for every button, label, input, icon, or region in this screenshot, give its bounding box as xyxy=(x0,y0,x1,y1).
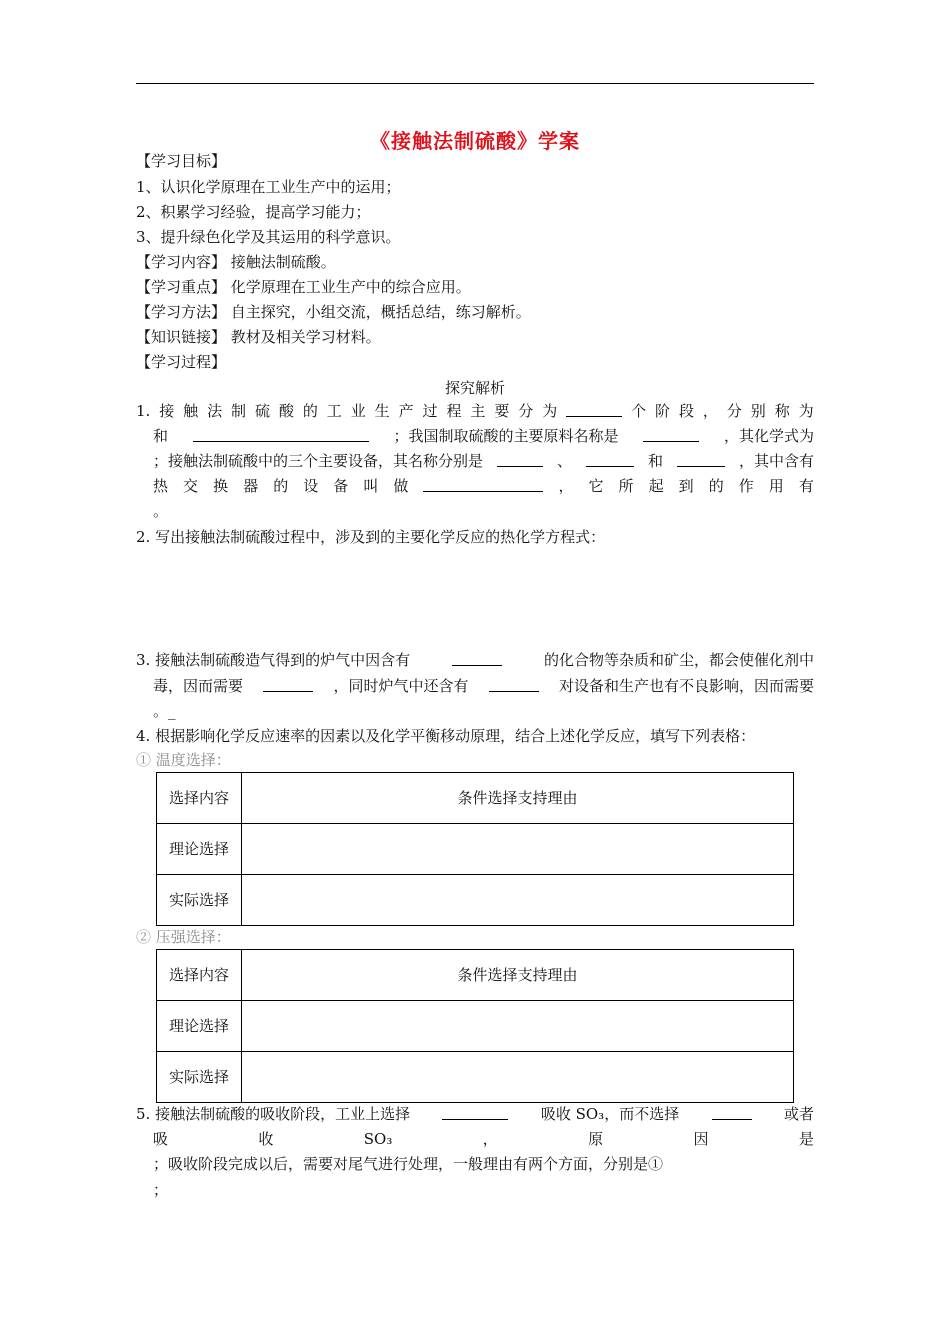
q5-line2 xyxy=(153,1130,814,1148)
meta-method xyxy=(136,303,531,321)
q5-char: SO₃ xyxy=(363,1130,393,1148)
q1-char: 过 xyxy=(422,402,438,420)
answer-blank[interactable] xyxy=(677,452,725,467)
q5-line4: ； xyxy=(153,1181,169,1199)
meta-focus xyxy=(136,278,471,296)
answer-blank[interactable] xyxy=(497,452,543,467)
table-header-cell: 选择内容 xyxy=(157,950,242,1001)
section-heading: 探究解析 xyxy=(444,379,505,397)
q3-text: 毒，因而需要 xyxy=(153,677,244,695)
answer-blank[interactable] xyxy=(263,677,313,692)
q1-char: 接 xyxy=(159,402,175,420)
q1-char: 产 xyxy=(398,402,414,420)
q1-char: 个 xyxy=(631,402,647,420)
q5-char: 因 xyxy=(693,1130,709,1148)
q1-text: 、 xyxy=(556,452,572,470)
q1-char: 程 xyxy=(446,402,462,420)
answer-blank[interactable] xyxy=(452,651,502,666)
row-label: 理论选择 xyxy=(157,824,242,875)
q4-text: 4. 根据影响化学反应速率的因素以及化学平衡移动原理，结合上述化学反应，填写下列表格： xyxy=(136,727,756,745)
q1-char: 交 xyxy=(183,477,199,495)
answer-blank[interactable] xyxy=(442,1105,508,1120)
q1-char: 到 xyxy=(678,477,694,495)
q1-char: 做 xyxy=(393,477,409,495)
q1-char: 法 xyxy=(207,402,223,420)
header-rule xyxy=(136,83,814,84)
q1-char: 备 xyxy=(333,477,349,495)
q1-char: 分 xyxy=(726,402,742,420)
q1-text: ；我国制取硫酸的主要原料名称是 xyxy=(393,427,619,445)
q1-char: 制 xyxy=(231,402,247,420)
page-title: 《接触法制硫酸》学案 xyxy=(370,129,580,153)
q5-char: 是 xyxy=(798,1130,814,1148)
meta-value: 接触法制硫酸。 xyxy=(230,253,336,271)
q1-char: 为 xyxy=(542,402,558,420)
q1-char: 业 xyxy=(350,402,366,420)
q1-char: ， xyxy=(558,477,574,495)
q1-line3 xyxy=(153,452,814,470)
q1-line4 xyxy=(153,477,814,495)
q1-char: 换 xyxy=(213,477,229,495)
answer-cell[interactable] xyxy=(242,875,794,926)
q5-char: 收 xyxy=(258,1130,274,1148)
row-label: 实际选择 xyxy=(157,1052,242,1103)
q3-text: 对设备和生产也有不良影响，因而需要 xyxy=(558,677,814,695)
answer-blank[interactable] xyxy=(193,427,369,442)
q1-text: 和 xyxy=(153,427,169,445)
q1-text: 和 xyxy=(647,452,663,470)
q1-char: 所 xyxy=(618,477,634,495)
q3-line3: 。_ xyxy=(153,702,176,720)
row-label: 理论选择 xyxy=(157,1001,242,1052)
q1-char: 分 xyxy=(518,402,534,420)
q1-char: ， xyxy=(702,402,718,420)
meta-link xyxy=(136,328,381,346)
q1-line1 xyxy=(136,402,814,420)
q5-char: 原 xyxy=(588,1130,604,1148)
meta-content xyxy=(136,253,336,271)
q1-char: 为 xyxy=(798,402,814,420)
q1-line5: 。 xyxy=(153,502,169,520)
q5-text: ；吸收阶段完成以后，需要对尾气进行处理，一般理由有两个方面，分别是① xyxy=(153,1155,664,1173)
q1-char: 器 xyxy=(243,477,259,495)
table-header-cell: 条件选择支持理由 xyxy=(242,950,794,1001)
q1-text: ；接触法制硫酸中的三个主要设备，其名称分别是 xyxy=(153,452,484,470)
table-row xyxy=(157,950,794,1001)
q3-line2 xyxy=(153,677,814,695)
q1-char: 的 xyxy=(273,477,289,495)
table-row xyxy=(157,1001,794,1052)
q1-char: 它 xyxy=(588,477,604,495)
objective-item: 1、认识化学原理在工业生产中的运用； xyxy=(136,178,401,196)
q3-text: ，同时炉气中还含有 xyxy=(333,677,469,695)
q1-char: 设 xyxy=(303,477,319,495)
pressure-table xyxy=(156,949,794,1103)
answer-cell[interactable] xyxy=(242,1001,794,1052)
answer-blank[interactable] xyxy=(423,477,543,492)
q1-char: 有 xyxy=(798,477,814,495)
q1-char: 热 xyxy=(153,477,169,495)
q1-char: 作 xyxy=(738,477,754,495)
q1-char: 的 xyxy=(302,402,318,420)
meta-value: 自主探究，小组交流，概括总结，练习解析。 xyxy=(230,303,531,321)
q5-line3 xyxy=(153,1155,814,1173)
meta-label: 【学习方法】 xyxy=(136,303,227,321)
q3-line1 xyxy=(136,651,814,669)
answer-cell[interactable] xyxy=(242,1052,794,1103)
objective-item: 2、积累学习经验，提高学习能力； xyxy=(136,203,371,221)
q5-text: 5. 接触法制硫酸的吸收阶段，工业上选择 xyxy=(136,1105,411,1123)
pressure-label: ② 压强选择： xyxy=(136,928,231,946)
q1-char: 工 xyxy=(326,402,342,420)
answer-blank[interactable] xyxy=(489,677,539,692)
q1-char: 叫 xyxy=(363,477,379,495)
temperature-table xyxy=(156,772,794,926)
q1-char: 别 xyxy=(750,402,766,420)
q5-text: 吸收 SO₃，而不选择 xyxy=(540,1105,680,1123)
table-row xyxy=(157,824,794,875)
q1-char: 段 xyxy=(678,402,694,420)
table-row xyxy=(157,773,794,824)
table-row xyxy=(157,875,794,926)
q1-char: 要 xyxy=(494,402,510,420)
q2-text: 2. 写出接触法制硫酸过程中，涉及到的主要化学反应的热化学方程式： xyxy=(136,528,606,546)
q1-char: 酸 xyxy=(278,402,294,420)
q1-char: 硫 xyxy=(254,402,270,420)
q1-char: 用 xyxy=(768,477,784,495)
q1-char: 阶 xyxy=(655,402,671,420)
q1-char: 的 xyxy=(708,477,724,495)
meta-label: 【学习重点】 xyxy=(136,278,227,296)
q5-char: ， xyxy=(482,1130,498,1148)
q1-char: 称 xyxy=(774,402,790,420)
answer-blank[interactable] xyxy=(643,427,699,442)
objective-item: 3、提升绿色化学及其运用的科学意识。 xyxy=(136,228,401,246)
q1-char: 1. xyxy=(136,402,151,420)
temperature-label: ① 温度选择： xyxy=(136,751,231,769)
objectives-heading: 【学习目标】 xyxy=(136,152,227,170)
q1-text: ，其中含有 xyxy=(738,452,814,470)
meta-value: 化学原理在工业生产中的综合应用。 xyxy=(230,278,471,296)
answer-blank[interactable] xyxy=(566,402,622,417)
q1-line2 xyxy=(153,427,814,445)
answer-cell[interactable] xyxy=(242,824,794,875)
answer-blank[interactable] xyxy=(712,1105,752,1120)
q1-char: 起 xyxy=(648,477,664,495)
q5-line1 xyxy=(136,1105,814,1123)
table-header-cell: 条件选择支持理由 xyxy=(242,773,794,824)
q1-char: 生 xyxy=(374,402,390,420)
meta-label: 【知识链接】 xyxy=(136,328,227,346)
q5-char: 吸 xyxy=(153,1130,169,1148)
row-label: 实际选择 xyxy=(157,875,242,926)
q1-char: 触 xyxy=(183,402,199,420)
meta-value: 教材及相关学习材料。 xyxy=(230,328,381,346)
q1-text: ，其化学式为 xyxy=(723,427,814,445)
q1-char: 主 xyxy=(470,402,486,420)
q3-text: 3. 接触法制硫酸造气得到的炉气中因含有 xyxy=(136,651,411,669)
q3-text: 的化合物等杂质和矿尘，都会使催化剂中 xyxy=(543,651,814,669)
table-row xyxy=(157,1052,794,1103)
process-heading: 【学习过程】 xyxy=(136,353,227,371)
answer-blank[interactable] xyxy=(586,452,634,467)
table-header-cell: 选择内容 xyxy=(157,773,242,824)
meta-label: 【学习内容】 xyxy=(136,253,227,271)
q5-text: 或者 xyxy=(783,1105,814,1123)
